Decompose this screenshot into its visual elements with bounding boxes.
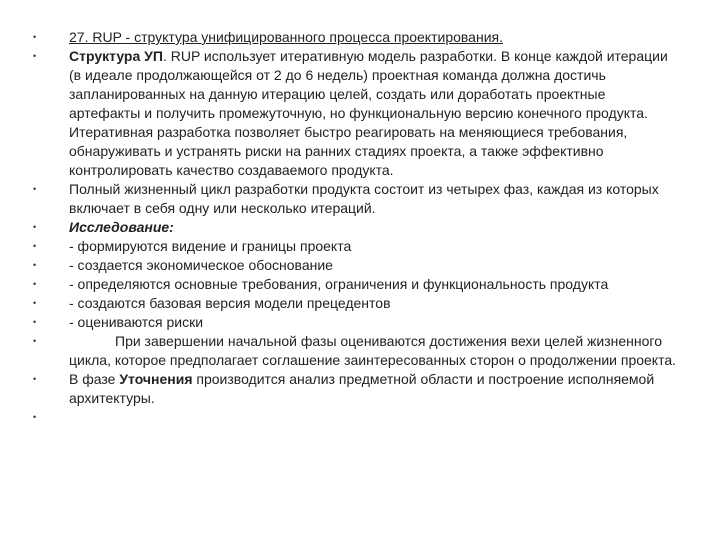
list-item bbox=[0, 275, 720, 294]
paragraph-text: . RUP использует итеративную модель разработки. В конце каждой итерации (в идеале продолжающейся от 2 до 6 недель) проектная команда должна достичь запланированных на данную итерацию целей, создать или доработать проектные артефакты и получить промежуточную, но функциональную версию конечного продукта. Итеративная разработка позволяет быстро реагировать на меняющиеся требования, обнаруживать и устранять риски на ранних стадиях проекта, а также эффективно контролировать качество создаваемого продукта. bbox=[69, 48, 668, 178]
list-item-text: - создаются базовая версия модели прецедентов bbox=[69, 295, 391, 311]
paragraph-text: При завершении начальной фазы оцениваются достижения вехи целей жизненного цикла, которое предполагает соглашение заинтересованных сторон о продолжении проекта. bbox=[69, 333, 677, 368]
term-text: Уточнения bbox=[119, 371, 193, 387]
bullet-icon: • bbox=[33, 241, 37, 251]
paragraph-prefix: В фазе bbox=[69, 371, 120, 387]
term-text: Структура УП bbox=[69, 48, 163, 64]
list-item-text: - создается экономическое обоснование bbox=[69, 257, 333, 273]
paragraph-text: производится анализ предметной области и построение исполняемой архитектуры. bbox=[69, 371, 655, 406]
list-item bbox=[0, 256, 720, 275]
bullet-list bbox=[0, 28, 720, 422]
bullet-icon: • bbox=[33, 184, 37, 194]
bullet-icon: • bbox=[33, 317, 37, 327]
list-item bbox=[0, 370, 720, 408]
list-item bbox=[0, 28, 720, 47]
bullet-icon: • bbox=[33, 51, 37, 61]
list-item bbox=[0, 237, 720, 256]
heading-text: 27. RUP - структура унифицированного процесса проектирования. bbox=[69, 29, 503, 45]
list-item bbox=[0, 47, 720, 180]
list-item bbox=[0, 294, 720, 313]
bullet-icon: • bbox=[33, 336, 37, 346]
phase-heading: Исследование: bbox=[69, 219, 174, 235]
list-item-text: - определяются основные требования, ограничения и функциональность продукта bbox=[69, 276, 609, 292]
paragraph-text: Полный жизненный цикл разработки продукта состоит из четырех фаз, каждая из которых включает в себя одну или несколько итераций. bbox=[69, 181, 659, 216]
bullet-icon: • bbox=[33, 374, 37, 384]
list-item-text: - оцениваются риски bbox=[69, 314, 204, 330]
list-item-text: - формируются видение и границы проекта bbox=[69, 238, 352, 254]
bullet-icon: • bbox=[33, 32, 37, 42]
list-item bbox=[0, 313, 720, 332]
bullet-icon: • bbox=[33, 279, 37, 289]
bullet-icon: • bbox=[33, 260, 37, 270]
bullet-icon: • bbox=[33, 412, 37, 422]
list-item bbox=[0, 180, 720, 218]
bullet-icon: • bbox=[33, 222, 37, 232]
list-item bbox=[0, 332, 720, 370]
list-item bbox=[0, 218, 720, 237]
bullet-icon: • bbox=[33, 298, 37, 308]
